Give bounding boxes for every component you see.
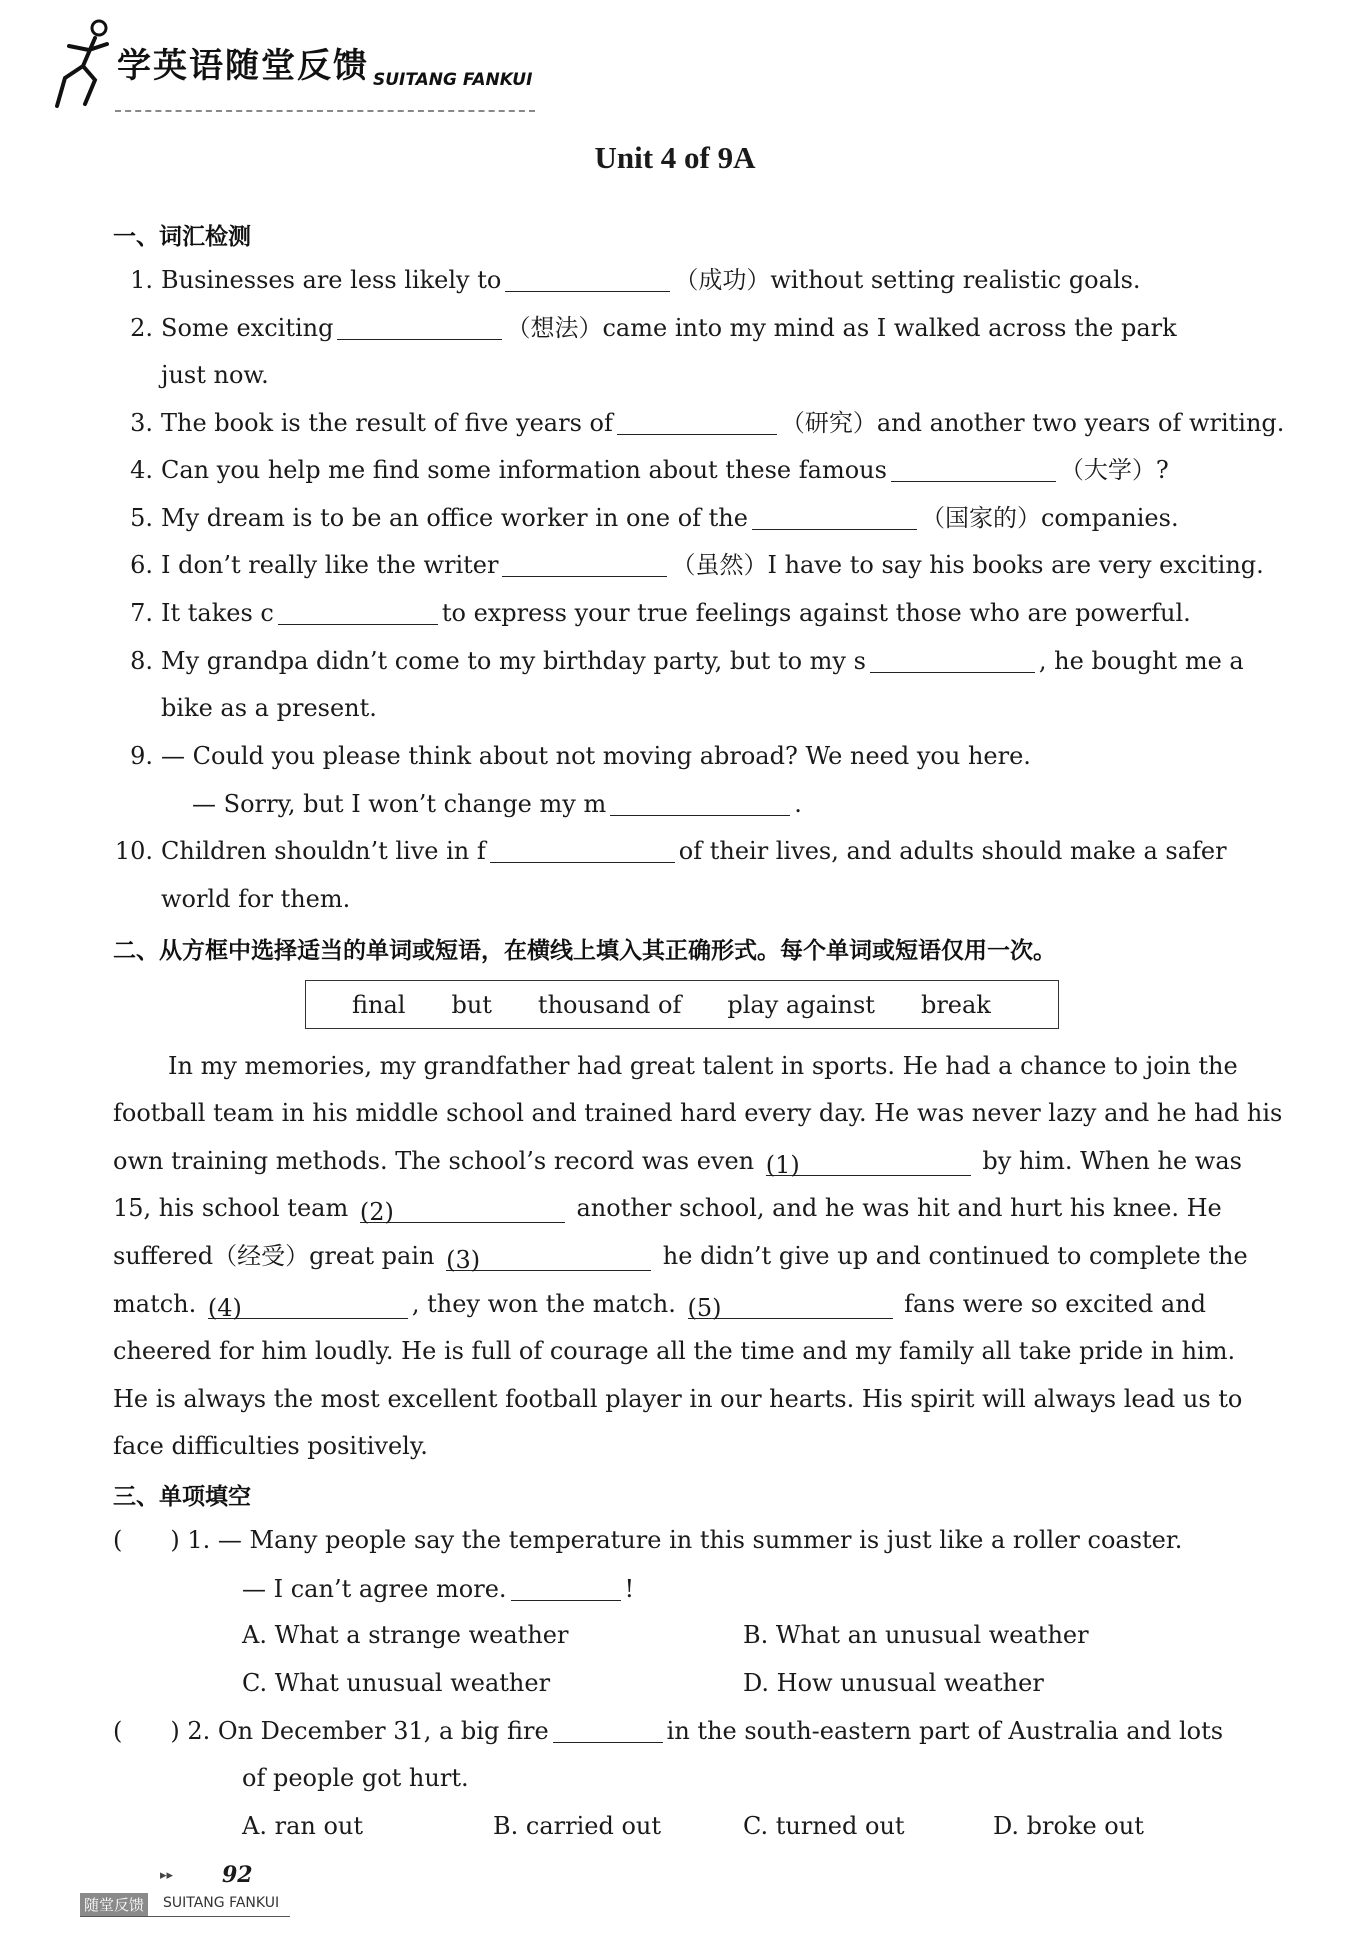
word-option: break — [920, 990, 991, 1019]
logo-text: 学英语随堂反馈 — [117, 46, 369, 86]
passage-blank-2[interactable]: (2) — [360, 1196, 565, 1223]
page-title: Unit 4 of 9A — [594, 140, 756, 175]
footer-divider — [80, 1916, 290, 1917]
vocab-item-7: 7. It takes c to express your true feelings against those who are powerful. — [130, 599, 1191, 627]
answer-paren[interactable]: ( ) — [113, 1717, 180, 1745]
vocab-item-1: 1. Businesses are less likely to （成功）without setting realistic goals. — [130, 266, 1141, 294]
passage-line: football team in his middle school and trained hard every day. He was never lazy and he had his — [113, 1099, 1283, 1127]
header-divider — [115, 110, 535, 112]
passage-line: In my memories, my grandfather had great talent in sports. He had a chance to join the — [168, 1052, 1238, 1080]
answer-blank[interactable] — [891, 455, 1056, 482]
passage-blank-5[interactable]: (5) — [688, 1292, 893, 1319]
vocab-item-3: 3. The book is the result of five years of （研究）and another two years of writing. — [130, 409, 1285, 437]
answer-blank[interactable] — [490, 836, 675, 863]
word-option: but — [451, 990, 492, 1019]
answer-paren[interactable]: ( ) — [113, 1526, 180, 1554]
vocab-item-10-cont: world for them. — [161, 885, 351, 913]
mc-option[interactable]: A. ran out — [242, 1812, 364, 1840]
mc-option[interactable]: D. broke out — [993, 1812, 1144, 1840]
answer-blank[interactable] — [752, 503, 917, 530]
mc-question-2: ( ) 2. On December 31, a big fire in the south-eastern part of Australia and lots — [113, 1717, 1224, 1745]
answer-blank[interactable] — [337, 313, 502, 340]
vocab-item-4: 4. Can you help me find some information about these famous （大学）? — [130, 456, 1169, 484]
mc-question-1-reply: — I can’t agree more. ! — [242, 1575, 635, 1603]
word-option: play against — [727, 990, 875, 1019]
vocab-item-2-cont: just now. — [161, 361, 269, 389]
passage-line: suffered（经受）great pain (3) he didn’t give up and continued to complete the — [113, 1242, 1248, 1274]
passage-blank-1[interactable]: (1) — [766, 1149, 971, 1176]
answer-blank[interactable] — [617, 408, 777, 435]
mc-option[interactable]: A. What a strange weather — [242, 1621, 569, 1649]
passage-line: 15, his school team (2) another school, and he was hit and hurt his knee. He — [113, 1194, 1222, 1226]
vocab-item-8-cont: bike as a present. — [161, 694, 377, 722]
mc-option[interactable]: D. How unusual weather — [743, 1669, 1044, 1697]
answer-blank[interactable] — [870, 646, 1035, 673]
answer-blank[interactable] — [278, 598, 438, 625]
answer-blank[interactable] — [511, 1574, 621, 1601]
passage-line: face difficulties positively. — [113, 1432, 428, 1460]
vocab-item-2: 2. Some exciting （想法）came into my mind as I walked across the park — [130, 314, 1177, 342]
page-number: 92 — [222, 1862, 253, 1888]
mc-option[interactable]: B. What an unusual weather — [743, 1621, 1089, 1649]
vocab-item-9-reply: — Sorry, but I won’t change my m . — [192, 790, 802, 818]
vocab-item-9: 9. — Could you please think about not moving abroad? We need you here. — [130, 742, 1031, 770]
passage-line: match. (4) , they won the match. (5) fans were so excited and — [113, 1290, 1207, 1322]
logo-subtitle: SUITANG FANKUI — [373, 70, 533, 90]
vocab-item-5: 5. My dream is to be an office worker in one of the （国家的）companies. — [130, 504, 1179, 532]
mc-question-2-cont: of people got hurt. — [242, 1764, 469, 1792]
vocab-item-6: 6. I don’t really like the writer （虽然）I have to say his books are very exciting. — [130, 551, 1264, 579]
passage-blank-4[interactable]: (4) — [208, 1292, 408, 1319]
word-option: thousand of — [537, 990, 682, 1019]
word-box — [305, 980, 1059, 1029]
runner-logo-icon — [55, 18, 115, 108]
answer-blank[interactable] — [553, 1716, 663, 1743]
mc-option[interactable]: B. carried out — [493, 1812, 662, 1840]
passage-line: He is always the most excellent football player in our hearts. His spirit will always lead us to — [113, 1385, 1243, 1413]
mc-option[interactable]: C. turned out — [743, 1812, 905, 1840]
answer-blank[interactable] — [610, 789, 790, 816]
word-option: final — [352, 990, 406, 1019]
passage-line: own training methods. The school’s record was even (1) by him. When he was — [113, 1147, 1242, 1179]
passage-blank-3[interactable]: (3) — [446, 1244, 651, 1271]
section-3-heading: 三、单项填空 — [113, 1484, 251, 1510]
header — [55, 18, 575, 108]
footer-tag: 随堂反馈 — [80, 1893, 148, 1916]
mc-question-1: ( ) 1. — Many people say the temperature in this summer is just like a roller coaster. — [113, 1526, 1183, 1554]
footer-subtitle: SUITANG FANKUI — [163, 1895, 280, 1911]
vocab-item-8: 8. My grandpa didn’t come to my birthday party, but to my s , he bought me a — [130, 647, 1244, 675]
passage-line: cheered for him loudly. He is full of courage all the time and my family all take pride in him. — [113, 1337, 1236, 1365]
answer-blank[interactable] — [505, 265, 670, 292]
vocab-item-10: 10. Children shouldn’t live in f of their lives, and adults should make a safer — [114, 837, 1227, 865]
answer-blank[interactable] — [502, 550, 667, 577]
mc-option[interactable]: C. What unusual weather — [242, 1669, 551, 1697]
arrow-icon: ▸▸ — [160, 1868, 174, 1883]
section-2-heading: 二、从方框中选择适当的单词或短语，在横线上填入其正确形式。每个单词或短语仅用一次。 — [113, 938, 1056, 964]
section-1-heading: 一、词汇检测 — [113, 224, 251, 250]
